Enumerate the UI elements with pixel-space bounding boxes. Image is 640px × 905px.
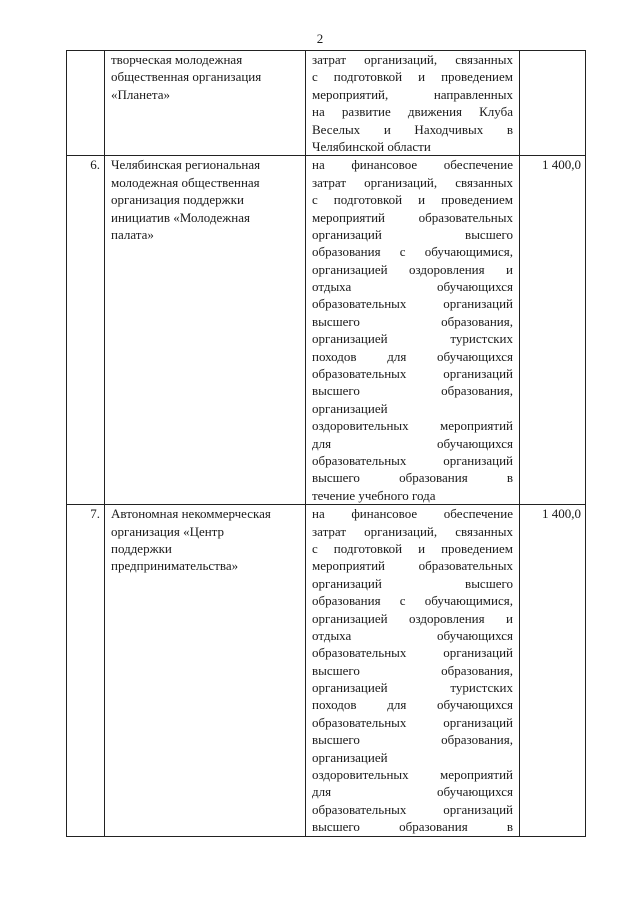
purpose-line: организацией оздоровления и xyxy=(312,261,513,277)
organization-line: «Планета» xyxy=(111,86,170,102)
organization-cell xyxy=(105,156,306,505)
purpose-line: организацией xyxy=(312,400,388,416)
purpose-line: организацией оздоровления и xyxy=(312,610,513,626)
purpose-line: организацией туристских xyxy=(312,680,513,696)
purpose-line: отдыха обучающихся xyxy=(312,279,513,295)
table-row xyxy=(67,51,586,156)
purpose-line: на развитие движения Клуба xyxy=(312,104,513,120)
purpose-line: организацией туристских xyxy=(312,331,513,347)
amount-cell: 1 400,0 xyxy=(520,505,586,836)
purpose-line: образовательных организаций xyxy=(312,296,513,312)
table-row xyxy=(67,505,586,836)
purpose-line: высшего образования, xyxy=(312,662,513,678)
purpose-line: оздоровительных мероприятий xyxy=(312,418,513,434)
purpose-line: образования с обучающимися, xyxy=(312,244,513,260)
organization-line: творческая молодежная xyxy=(111,52,243,67)
purpose-line: высшего образования, xyxy=(312,313,513,329)
purpose-line: походов для обучающихся xyxy=(312,697,513,713)
purpose-line: организацией xyxy=(312,749,388,765)
purpose-line: затрат организаций, связанных xyxy=(312,174,513,190)
purpose-line: образовательных организаций xyxy=(312,645,513,661)
organization-line: организация поддержки xyxy=(111,192,244,208)
organization-line: молодежная общественная xyxy=(111,174,260,190)
page-number: 2 xyxy=(316,31,324,46)
table-row xyxy=(67,156,586,505)
amount-cell: 1 400,0 xyxy=(520,156,586,505)
row-number: 7. xyxy=(67,505,105,836)
purpose-line: затрат организаций, связанных xyxy=(312,52,513,67)
purpose-line: мероприятий образовательных xyxy=(312,558,513,574)
organization-cell xyxy=(105,505,306,836)
purpose-line: образования с обучающимися, xyxy=(312,593,513,609)
organization-line: организация «Центр xyxy=(111,523,225,539)
purpose-line: на финансовое обеспечение xyxy=(312,157,513,173)
row-number: 6. xyxy=(67,156,105,505)
purpose-line: высшего образования в xyxy=(312,819,513,835)
organization-line: Автономная некоммерческая xyxy=(111,506,271,522)
purpose-line: затрат организаций, связанных xyxy=(312,523,513,539)
organization-line: предпринимательства» xyxy=(111,558,239,574)
purpose-line: высшего образования в xyxy=(312,470,513,486)
organization-line: палата» xyxy=(111,226,154,242)
purpose-line: образовательных организаций xyxy=(312,801,513,817)
purpose-line: организаций высшего xyxy=(312,575,513,591)
organization-line: Челябинская региональная xyxy=(111,157,261,173)
purpose-line: с подготовкой и проведением xyxy=(312,540,513,556)
row-number xyxy=(67,51,105,156)
purpose-line: мероприятий образовательных xyxy=(312,209,513,225)
organization-cell xyxy=(105,51,306,156)
purpose-cell xyxy=(306,156,520,505)
amount-cell xyxy=(520,51,586,156)
organization-line: поддержки xyxy=(111,540,172,556)
purpose-line: мероприятий, направленных xyxy=(312,86,513,102)
organization-line: инициатив «Молодежная xyxy=(111,209,250,225)
purpose-line: высшего образования, xyxy=(312,732,513,748)
purpose-line: течение учебного года xyxy=(312,487,436,503)
purpose-line: организаций высшего xyxy=(312,226,513,242)
purpose-line: образовательных организаций xyxy=(312,366,513,382)
purpose-line: для обучающихся xyxy=(312,435,513,451)
purpose-line: образовательных организаций xyxy=(312,452,513,468)
purpose-line: высшего образования, xyxy=(312,383,513,399)
purpose-cell xyxy=(306,51,520,156)
purpose-line: Челябинской области xyxy=(312,138,431,154)
purpose-line: с подготовкой и проведением xyxy=(312,69,513,85)
purpose-line: для обучающихся xyxy=(312,784,513,800)
grants-table xyxy=(66,50,586,837)
purpose-line: оздоровительных мероприятий xyxy=(312,767,513,783)
purpose-line: на финансовое обеспечение xyxy=(312,506,513,522)
purpose-line: отдыха обучающихся xyxy=(312,627,513,643)
purpose-cell xyxy=(306,505,520,836)
purpose-line: образовательных организаций xyxy=(312,714,513,730)
purpose-line: походов для обучающихся xyxy=(312,348,513,364)
purpose-line: с подготовкой и проведением xyxy=(312,192,513,208)
purpose-line: Веселых и Находчивых в xyxy=(312,121,513,137)
organization-line: общественная организация xyxy=(111,69,262,85)
